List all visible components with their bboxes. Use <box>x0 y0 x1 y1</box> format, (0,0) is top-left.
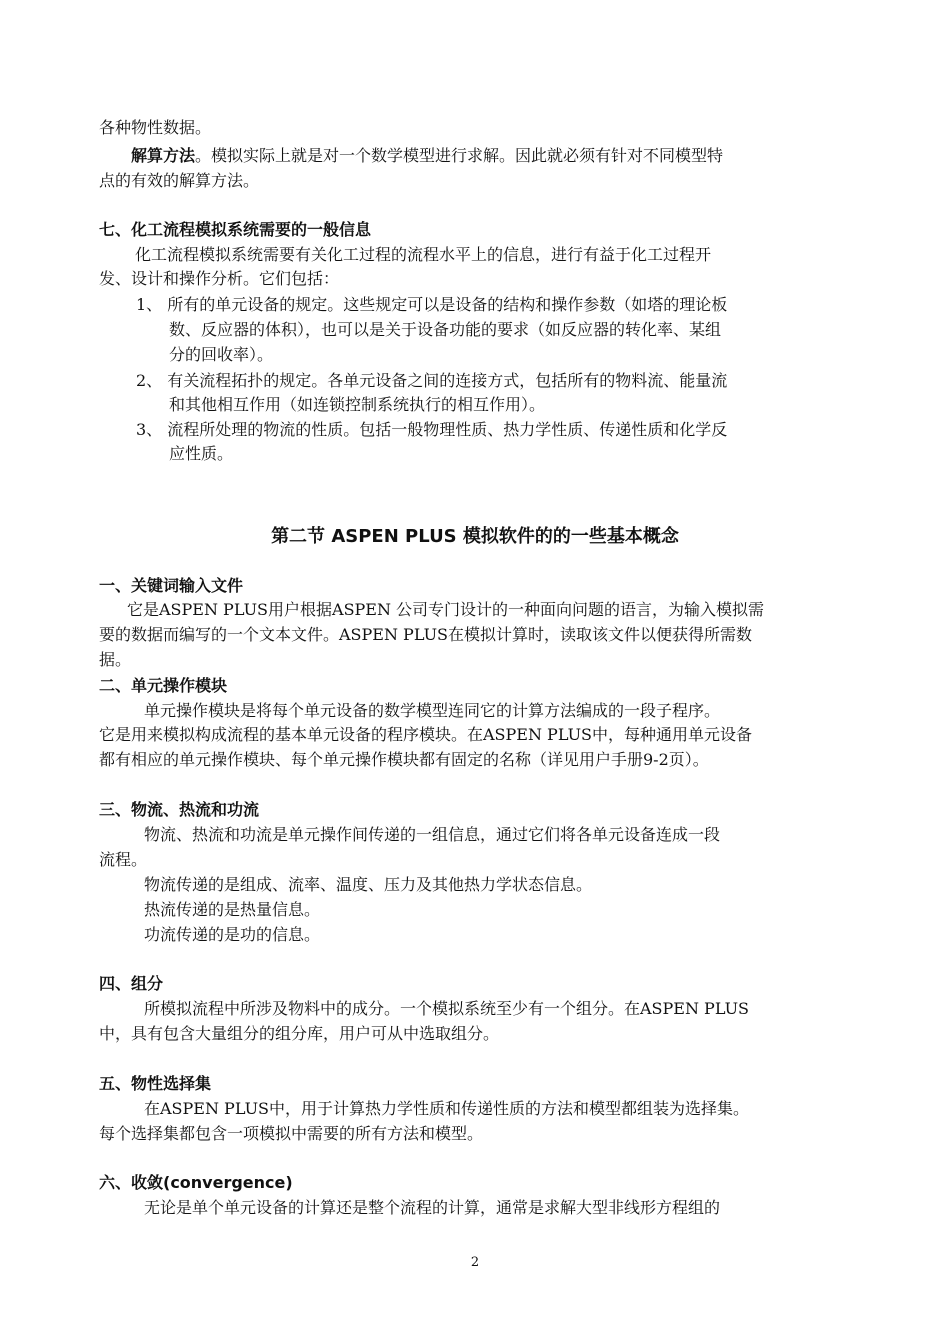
list-item-1-cont: 数、反应器的体积），也可以是关于设备功能的要求（如反应器的转化率、某组 <box>169 320 722 339</box>
paragraph-line: 据。 <box>99 650 132 669</box>
paragraph-line: 发、设计和操作分析。它们包括： <box>99 269 340 288</box>
paragraph-line: 所模拟流程中所涉及物料中的成分。一个模拟系统至少有一个组分。在ASPEN PLUS <box>144 999 750 1018</box>
paragraph-line: 都有相应的单元操作模块、每个单元操作模块都有固定的名称（详见用户手册9-2页）。 <box>99 750 709 769</box>
paragraph-line: 在ASPEN PLUS中，用于计算热力学性质和传递性质的方法和模型都组装为选择集。 <box>144 1099 750 1118</box>
paragraph-line: 单元操作模块是将每个单元设备的数学模型连同它的计算方法编成的一段子程序。 <box>144 701 721 720</box>
paragraph-line <box>131 145 723 167</box>
section-heading-7: 七、化工流程模拟系统需要的一般信息 <box>99 220 372 239</box>
paragraph-line: 物流传递的是组成、流率、温度、压力及其他热力学状态信息。 <box>144 875 593 894</box>
paragraph-line: 流程。 <box>99 850 148 869</box>
paragraph-line: 热流传递的是热量信息。 <box>144 900 321 919</box>
list-item-2-cont: 和其他相互作用（如连锁控制系统执行的相互作用）。 <box>169 395 546 414</box>
heading-unit-operation-block: 二、单元操作模块 <box>99 676 228 695</box>
paragraph-line: 它是ASPEN PLUS用户根据ASPEN 公司专门设计的一种面向问题的语言，为输入模拟需 <box>127 600 765 619</box>
paragraph-line: 功流传递的是功的信息。 <box>144 925 321 944</box>
list-item-3-cont: 应性质。 <box>169 444 234 463</box>
paragraph-line: 化工流程模拟系统需要有关化工过程的流程水平上的信息，进行有益于化工过程开 <box>135 245 712 264</box>
paragraph-line: 各种物性数据。 <box>99 118 212 137</box>
term-solve-method: 解算方法 <box>131 146 196 165</box>
paragraph-line: 每个选择集都包含一项模拟中需要的所有方法和模型。 <box>99 1124 484 1143</box>
heading-convergence: 六、收敛(convergence) <box>99 1173 293 1192</box>
paragraph-line: 无论是单个单元设备的计算还是整个流程的计算，通常是求解大型非线形方程组的 <box>144 1198 721 1217</box>
heading-components: 四、组分 <box>99 974 164 993</box>
paragraph-text: 。模拟实际上就是对一个数学模型进行求解。因此就必须有针对不同模型特 <box>195 146 724 165</box>
paragraph-line: 物流、热流和功流是单元操作间传递的一组信息，通过它们将各单元设备连成一段 <box>144 825 721 844</box>
list-item-2: 2、 有关流程拓扑的规定。各单元设备之间的连接方式，包括所有的物料流、能量流 <box>136 371 728 390</box>
heading-property-sets: 五、物性选择集 <box>99 1074 212 1093</box>
paragraph-line: 点的有效的解算方法。 <box>99 171 260 190</box>
paragraph-line: 它是用来模拟构成流程的基本单元设备的程序模块。在ASPEN PLUS中，每种通用单元设备 <box>99 725 753 744</box>
list-item-1-cont: 分的回收率）。 <box>169 345 274 364</box>
heading-streams: 三、物流、热流和功流 <box>99 800 260 819</box>
list-item-1: 1、 所有的单元设备的规定。这些规定可以是设备的结构和操作参数（如塔的理论板 <box>136 295 728 314</box>
section-title: 第二节 ASPEN PLUS 模拟软件的的一些基本概念 <box>271 526 679 547</box>
list-item-3: 3、 流程所处理的物流的性质。包括一般物理性质、热力学性质、传递性质和化学反 <box>136 420 728 439</box>
heading-keyword-input-file: 一、关键词输入文件 <box>99 576 244 595</box>
page-number: 2 <box>470 1255 480 1270</box>
paragraph-line: 要的数据而编写的一个文本文件。ASPEN PLUS在模拟计算时，读取该文件以便获得所需数 <box>99 625 753 644</box>
paragraph-line: 中，具有包含大量组分的组分库，用户可从中选取组分。 <box>99 1024 500 1043</box>
